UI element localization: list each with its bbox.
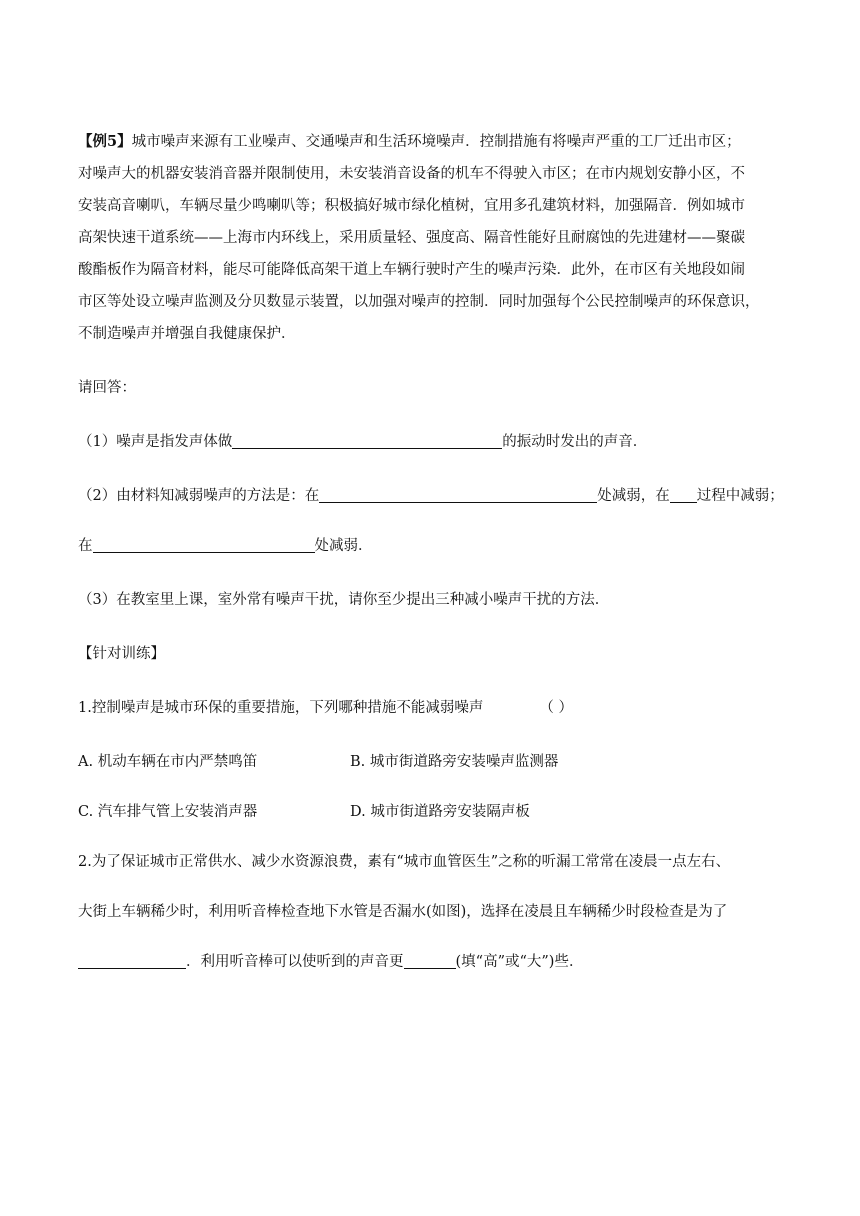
spacer — [78, 878, 790, 896]
example-line-2: 对噪声大的机器安装消音器并限制使用，未安装消音设备的机车不得驶入市区；在市内规划安静小区，不 — [78, 166, 745, 182]
q2-answer-blank-3[interactable] — [93, 534, 315, 553]
option-b[interactable]: B. 城市街道路旁安装噪声监测器 — [350, 754, 559, 770]
example-5-paragraph — [78, 126, 790, 350]
example-text-1: 城市噪声来源有工业噪声、交通噪声和生活环境噪声．控制措施有将噪声严重的工厂迁出市区； — [131, 134, 741, 150]
example-tag: 【例5】 — [78, 133, 132, 150]
option-a[interactable]: A. 机动车辆在市内严禁鸣笛 — [78, 754, 258, 770]
question-2-line-1 — [78, 480, 790, 512]
example-line-6: 市区等处设立噪声监测及分贝数显示装置，以加强对噪声的控制．同时加强每个公民控制噪声的环保意识， — [78, 294, 760, 310]
spacer — [78, 778, 790, 796]
training-heading: 【针对训练】 — [78, 646, 165, 662]
q2-prefix: （2）由材料知减弱噪声的方法是：在 — [78, 488, 320, 504]
training-q2-line-3 — [78, 946, 790, 978]
q2-answer-blank-1[interactable] — [319, 484, 597, 503]
q1-prefix: （1）噪声是指发声体做 — [78, 434, 233, 450]
spacer — [78, 724, 790, 746]
q2-answer-blank-2[interactable] — [670, 484, 697, 503]
q1-answer-blank[interactable] — [232, 430, 502, 449]
option-c[interactable]: C. 汽车排气管上安装消声器 — [78, 804, 258, 820]
spacer — [78, 562, 790, 584]
example-line-4: 高架快速干道系统——上海市内环线上，采用质量轻、强度高、隔音性能好且耐腐蚀的先进建材——聚碳 — [78, 230, 745, 246]
tq1-text: 1.控制噪声是城市环保的重要措施，下列哪种措施不能减弱噪声 — [78, 700, 484, 716]
question-2-line-2 — [78, 530, 790, 562]
tq2-answer-blank-1[interactable] — [78, 950, 186, 969]
question-1 — [78, 426, 790, 458]
tq2-end: (填“高”或“大”)些． — [455, 954, 584, 970]
q2-mid2: 过程中减弱； — [696, 488, 784, 504]
question-3: （3）在教室里上课，室外常有噪声干扰，请你至少提出三种减小噪声干扰的方法． — [78, 592, 610, 608]
example-line-1 — [78, 126, 790, 158]
training-q2-line-2: 大街上车辆稀少时，利用听音棒检查地下水管是否漏水(如图)，选择在凌晨且车辆稀少时段检查是为了 — [78, 904, 728, 920]
q2-line2-suffix: 处减弱． — [314, 538, 373, 554]
spacer — [78, 404, 790, 426]
tq2-mid: ．利用听音棒可以使听到的声音更 — [186, 954, 404, 970]
document-page — [78, 126, 790, 978]
spacer — [78, 928, 790, 946]
options-row-cd — [78, 796, 790, 828]
options-row-ab — [78, 746, 790, 778]
spacer — [78, 350, 790, 372]
option-d[interactable]: D. 城市街道路旁安装隔声板 — [350, 804, 530, 820]
q2-mid1: 处减弱，在 — [597, 488, 670, 504]
spacer — [78, 458, 790, 480]
prompt-text: 请回答： — [78, 380, 136, 396]
example-line-7: 不制造噪声并增强自我健康保护． — [78, 326, 296, 342]
spacer — [78, 512, 790, 530]
spacer — [78, 616, 790, 638]
training-question-1 — [78, 692, 790, 724]
example-line-5: 酸酯板作为隔音材料，能尽可能降低高架干道上车辆行驶时产生的噪声污染．此外，在市区有关地段如闹 — [78, 262, 745, 278]
spacer — [78, 828, 790, 846]
tq1-answer-paren[interactable]: （ ） — [539, 700, 573, 716]
example-line-3: 安装高音喇叭，车辆尽量少鸣喇叭等；积极搞好城市绿化植树，宜用多孔建筑材料，加强隔音．例如城市 — [78, 198, 745, 214]
spacer — [78, 670, 790, 692]
training-q2-line-1: 2.为了保证城市正常供水、减少水资源浪费，素有“城市血管医生”之称的听漏工常常在凌晨一点左右、 — [78, 854, 731, 870]
q1-suffix: 的振动时发出的声音． — [502, 434, 648, 450]
tq2-answer-blank-2[interactable] — [404, 950, 456, 969]
q2-line2-prefix: 在 — [78, 538, 93, 554]
